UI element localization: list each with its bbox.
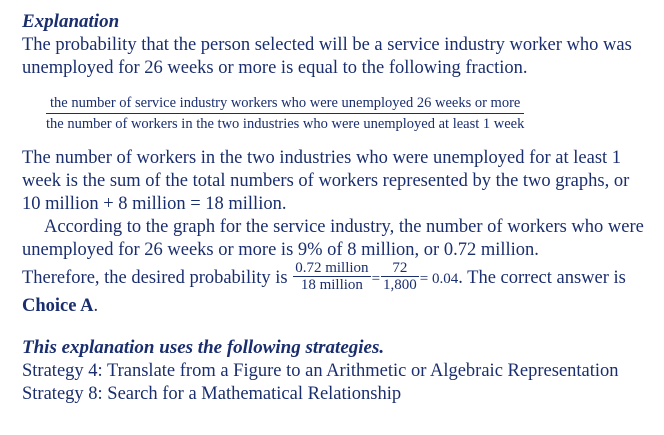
answer-choice: Choice A	[22, 296, 94, 316]
calc-fraction-2	[381, 260, 419, 293]
explanation-document	[22, 10, 652, 406]
answer-period: .	[93, 296, 99, 316]
calc-fraction-1-denominator: 18 million	[300, 277, 363, 293]
calc-result: = 0.04	[419, 270, 459, 287]
calc-fraction-1	[293, 260, 370, 293]
service-industry-paragraph: According to the graph for the service industry, the number of workers who were unemployed for 26 weeks or more is 9% of 8 million, or 0.72 million.	[22, 217, 644, 260]
calc-fraction-2-denominator: 1,800	[383, 277, 417, 293]
strategy-item-4: Strategy 4: Translate from a Figure to an Arithmetic or Algebraic Representation	[22, 361, 619, 381]
sum-paragraph: The number of workers in the two industries who were unemployed for at least 1 week is the sum of the total numbers of workers represented by the two graphs, or 10 million + 8 million = 18 million.	[22, 148, 630, 214]
therefore-suffix: . The correct answer is	[458, 267, 626, 288]
strategies-heading: This explanation uses the following strategies.	[22, 337, 385, 358]
explanation-heading: Explanation	[22, 11, 120, 32]
strategy-item-8: Strategy 8: Search for a Mathematical Relationship	[22, 384, 402, 404]
fraction-numerator: the number of service industry workers who were unemployed 26 weeks or more	[46, 94, 524, 114]
calc-fraction-2-numerator: 72	[381, 260, 419, 277]
therefore-prefix: Therefore, the desired probability is	[22, 267, 293, 288]
calculation-paragraph	[22, 262, 652, 318]
calc-fraction-1-numerator: 0.72 million	[295, 260, 369, 276]
intro-paragraph: The probability that the person selected will be a service industry worker who was unemployed for 26 weeks or more is equal to the following fraction.	[22, 35, 632, 78]
fraction-denominator: the number of workers in the two industries who were unemployed at least 1 week	[46, 116, 525, 132]
equals-sign: =	[371, 270, 381, 287]
probability-fraction	[46, 94, 524, 133]
